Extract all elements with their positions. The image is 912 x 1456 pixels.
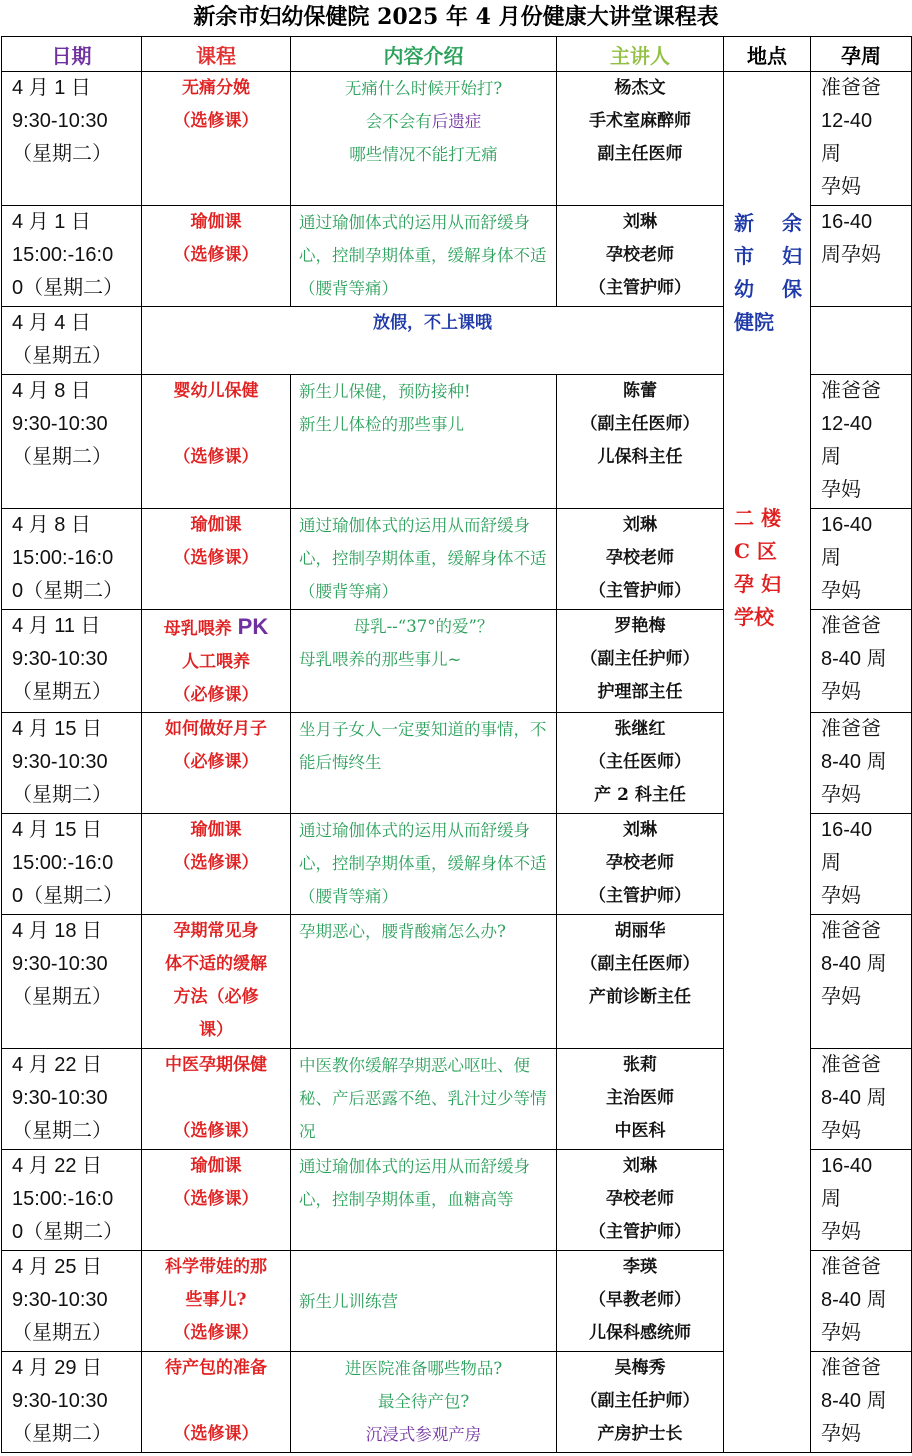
course-cell: 孕期常见身 体不适的缓解 方法（必修 课）	[142, 915, 291, 1049]
header-row	[2, 37, 912, 72]
content-cell: 坐月子女人一定要知道的事情，不能后悔终生	[291, 713, 557, 814]
course-pk: PK	[237, 614, 269, 639]
place-hospital: 新 余 市 妇 幼 保 健院	[734, 211, 802, 334]
speaker-cell: 刘琳 孕校老师 （主管护师）	[557, 206, 724, 307]
speaker-cell: 胡丽华 （副主任医师） 产前诊断主任	[557, 915, 724, 1049]
date-cell: 4 月 15 日 9:30-10:30 （星期二）	[2, 713, 142, 814]
course-cell: 中医孕期保健 （选修课）	[142, 1049, 291, 1150]
content-cell: 新生儿训练营	[291, 1251, 557, 1352]
date-cell: 4 月 11 日 9:30-10:30 （星期五）	[2, 610, 142, 713]
course-cell: 瑜伽课 （选修课）	[142, 509, 291, 610]
place-cell	[724, 72, 811, 1453]
date-cell: 4 月 4 日 （星期五）	[2, 307, 142, 375]
week-cell: 准爸爸 8-40 周 孕妈	[811, 713, 912, 814]
content-cell	[291, 1352, 557, 1453]
speaker-cell: 吴梅秀 （副主任护师） 产房护士长	[557, 1352, 724, 1453]
speaker-cell: 张继红 （主任医师） 产 2 科主任	[557, 713, 724, 814]
speaker-cell: 杨杰文 手术室麻醉师 副主任医师	[557, 72, 724, 206]
course-cell: 瑜伽课 （选修课）	[142, 814, 291, 915]
week-cell: 准爸爸 8-40 周 孕妈	[811, 1251, 912, 1352]
week-cell	[811, 307, 912, 375]
date-cell: 4 月 25 日 9:30-10:30 （星期五）	[2, 1251, 142, 1352]
content-cell: 通过瑜伽体式的运用从而舒缓身心，控制孕期体重，缓解身体不适（腰背等痛）	[291, 509, 557, 610]
date-cell: 4 月 15 日 15:00:-16:0 0（星期二）	[2, 814, 142, 915]
speaker-cell: 刘琳 孕校老师 （主管护师）	[557, 814, 724, 915]
date-cell: 4 月 1 日 15:00:-16:0 0（星期二）	[2, 206, 142, 307]
course-cell: 如何做好月子 （必修课）	[142, 713, 291, 814]
content-line	[299, 105, 548, 138]
content-cell: 中医教你缓解孕期恶心呕吐、便秘、产后恶露不绝、乳汁过少等情况	[291, 1049, 557, 1150]
date-cell: 4 月 1 日 9:30-10:30 （星期二）	[2, 72, 142, 206]
week-cell: 准爸爸 12-40 周 孕妈	[811, 72, 912, 206]
header-course: 课程	[142, 37, 291, 72]
header-speaker: 主讲人	[557, 37, 724, 72]
speaker-cell: 刘琳 孕校老师 （主管护师）	[557, 1150, 724, 1251]
week-cell: 准爸爸 8-40 周 孕妈	[811, 1352, 912, 1453]
week-cell: 准爸爸 8-40 周 孕妈	[811, 610, 912, 713]
holiday-note: 放假，不上课哦	[142, 307, 724, 375]
header-week: 孕周	[811, 37, 912, 72]
speaker-cell: 罗艳梅 （副主任护师） 护理部主任	[557, 610, 724, 713]
week-cell: 准爸爸 8-40 周 孕妈	[811, 1049, 912, 1150]
content-line: 沉浸式参观产房	[365, 1425, 482, 1444]
date-cell: 4 月 22 日 15:00:-16:0 0（星期二）	[2, 1150, 142, 1251]
content-line: 最全待产包?	[377, 1392, 470, 1411]
week-cell: 16-40 周 孕妈	[811, 814, 912, 915]
header-place: 地点	[724, 37, 811, 72]
content-cell	[291, 610, 557, 713]
table-row	[2, 72, 912, 206]
content-highlight: 后遗症	[431, 112, 482, 131]
content-line: 母乳--“37°的爱”？	[353, 617, 494, 636]
content-cell	[291, 72, 557, 206]
content-cell: 孕期恶心，腰背酸痛怎么办?	[291, 915, 557, 1049]
course-cell: 无痛分娩 （选修课）	[142, 72, 291, 206]
week-cell: 16-40 周 孕妈	[811, 509, 912, 610]
course-cell: 科学带娃的那 些事儿? （选修课）	[142, 1251, 291, 1352]
content-cell: 通过瑜伽体式的运用从而舒缓身心，控制孕期体重，缓解身体不适（腰背等痛）	[291, 206, 557, 307]
page-title: 新余市妇幼保健院 2025 年 4 月份健康大讲堂课程表	[193, 4, 719, 30]
speaker-cell: 刘琳 孕校老师 （主管护师）	[557, 509, 724, 610]
place-room: 二 楼 C 区 孕 妇 学校	[734, 506, 781, 629]
content-cell: 新生儿保健，预防接种! 新生儿体检的那些事儿	[291, 375, 557, 509]
speaker-cell: 李瑛 （早教老师） 儿保科感统师	[557, 1251, 724, 1352]
content-text: 会不会有	[365, 112, 432, 131]
week-cell: 准爸爸 12-40 周 孕妈	[811, 375, 912, 509]
week-cell: 16-40 周 孕妈	[811, 1150, 912, 1251]
header-date: 日期	[2, 37, 142, 72]
content-line: 哪些情况不能打无痛	[349, 145, 498, 164]
content-line: 进医院准备哪些物品?	[344, 1359, 503, 1378]
content-cell: 通过瑜伽体式的运用从而舒缓身心，控制孕期体重，血糖高等	[291, 1150, 557, 1251]
content-line: 母乳喂养的那些事儿~	[299, 650, 462, 669]
course-cell: 婴幼儿保健 （选修课）	[142, 375, 291, 509]
course-cell: 待产包的准备 （选修课）	[142, 1352, 291, 1453]
header-content: 内容介绍	[291, 37, 557, 72]
content-cell: 通过瑜伽体式的运用从而舒缓身心，控制孕期体重，缓解身体不适（腰背等痛）	[291, 814, 557, 915]
date-cell: 4 月 29 日 9:30-10:30 （星期二）	[2, 1352, 142, 1453]
week-cell: 16-40 周孕妈	[811, 206, 912, 307]
speaker-cell: 张莉 主治医师 中医科	[557, 1049, 724, 1150]
date-cell: 4 月 8 日 15:00:-16:0 0（星期二）	[2, 509, 142, 610]
course-cell: 瑜伽课 （选修课）	[142, 206, 291, 307]
course-cell	[142, 610, 291, 713]
course-text: 人工喂养 （必修课）	[173, 652, 259, 705]
date-cell: 4 月 8 日 9:30-10:30 （星期二）	[2, 375, 142, 509]
schedule-table	[1, 36, 912, 1453]
speaker-cell: 陈蕾 （副主任医师） 儿保科主任	[557, 375, 724, 509]
date-cell: 4 月 22 日 9:30-10:30 （星期二）	[2, 1049, 142, 1150]
course-cell: 瑜伽课 （选修课）	[142, 1150, 291, 1251]
course-text: 母乳喂养	[163, 619, 232, 639]
date-cell: 4 月 18 日 9:30-10:30 （星期五）	[2, 915, 142, 1049]
week-cell: 准爸爸 8-40 周 孕妈	[811, 915, 912, 1049]
content-line: 无痛什么时候开始打?	[344, 79, 503, 98]
